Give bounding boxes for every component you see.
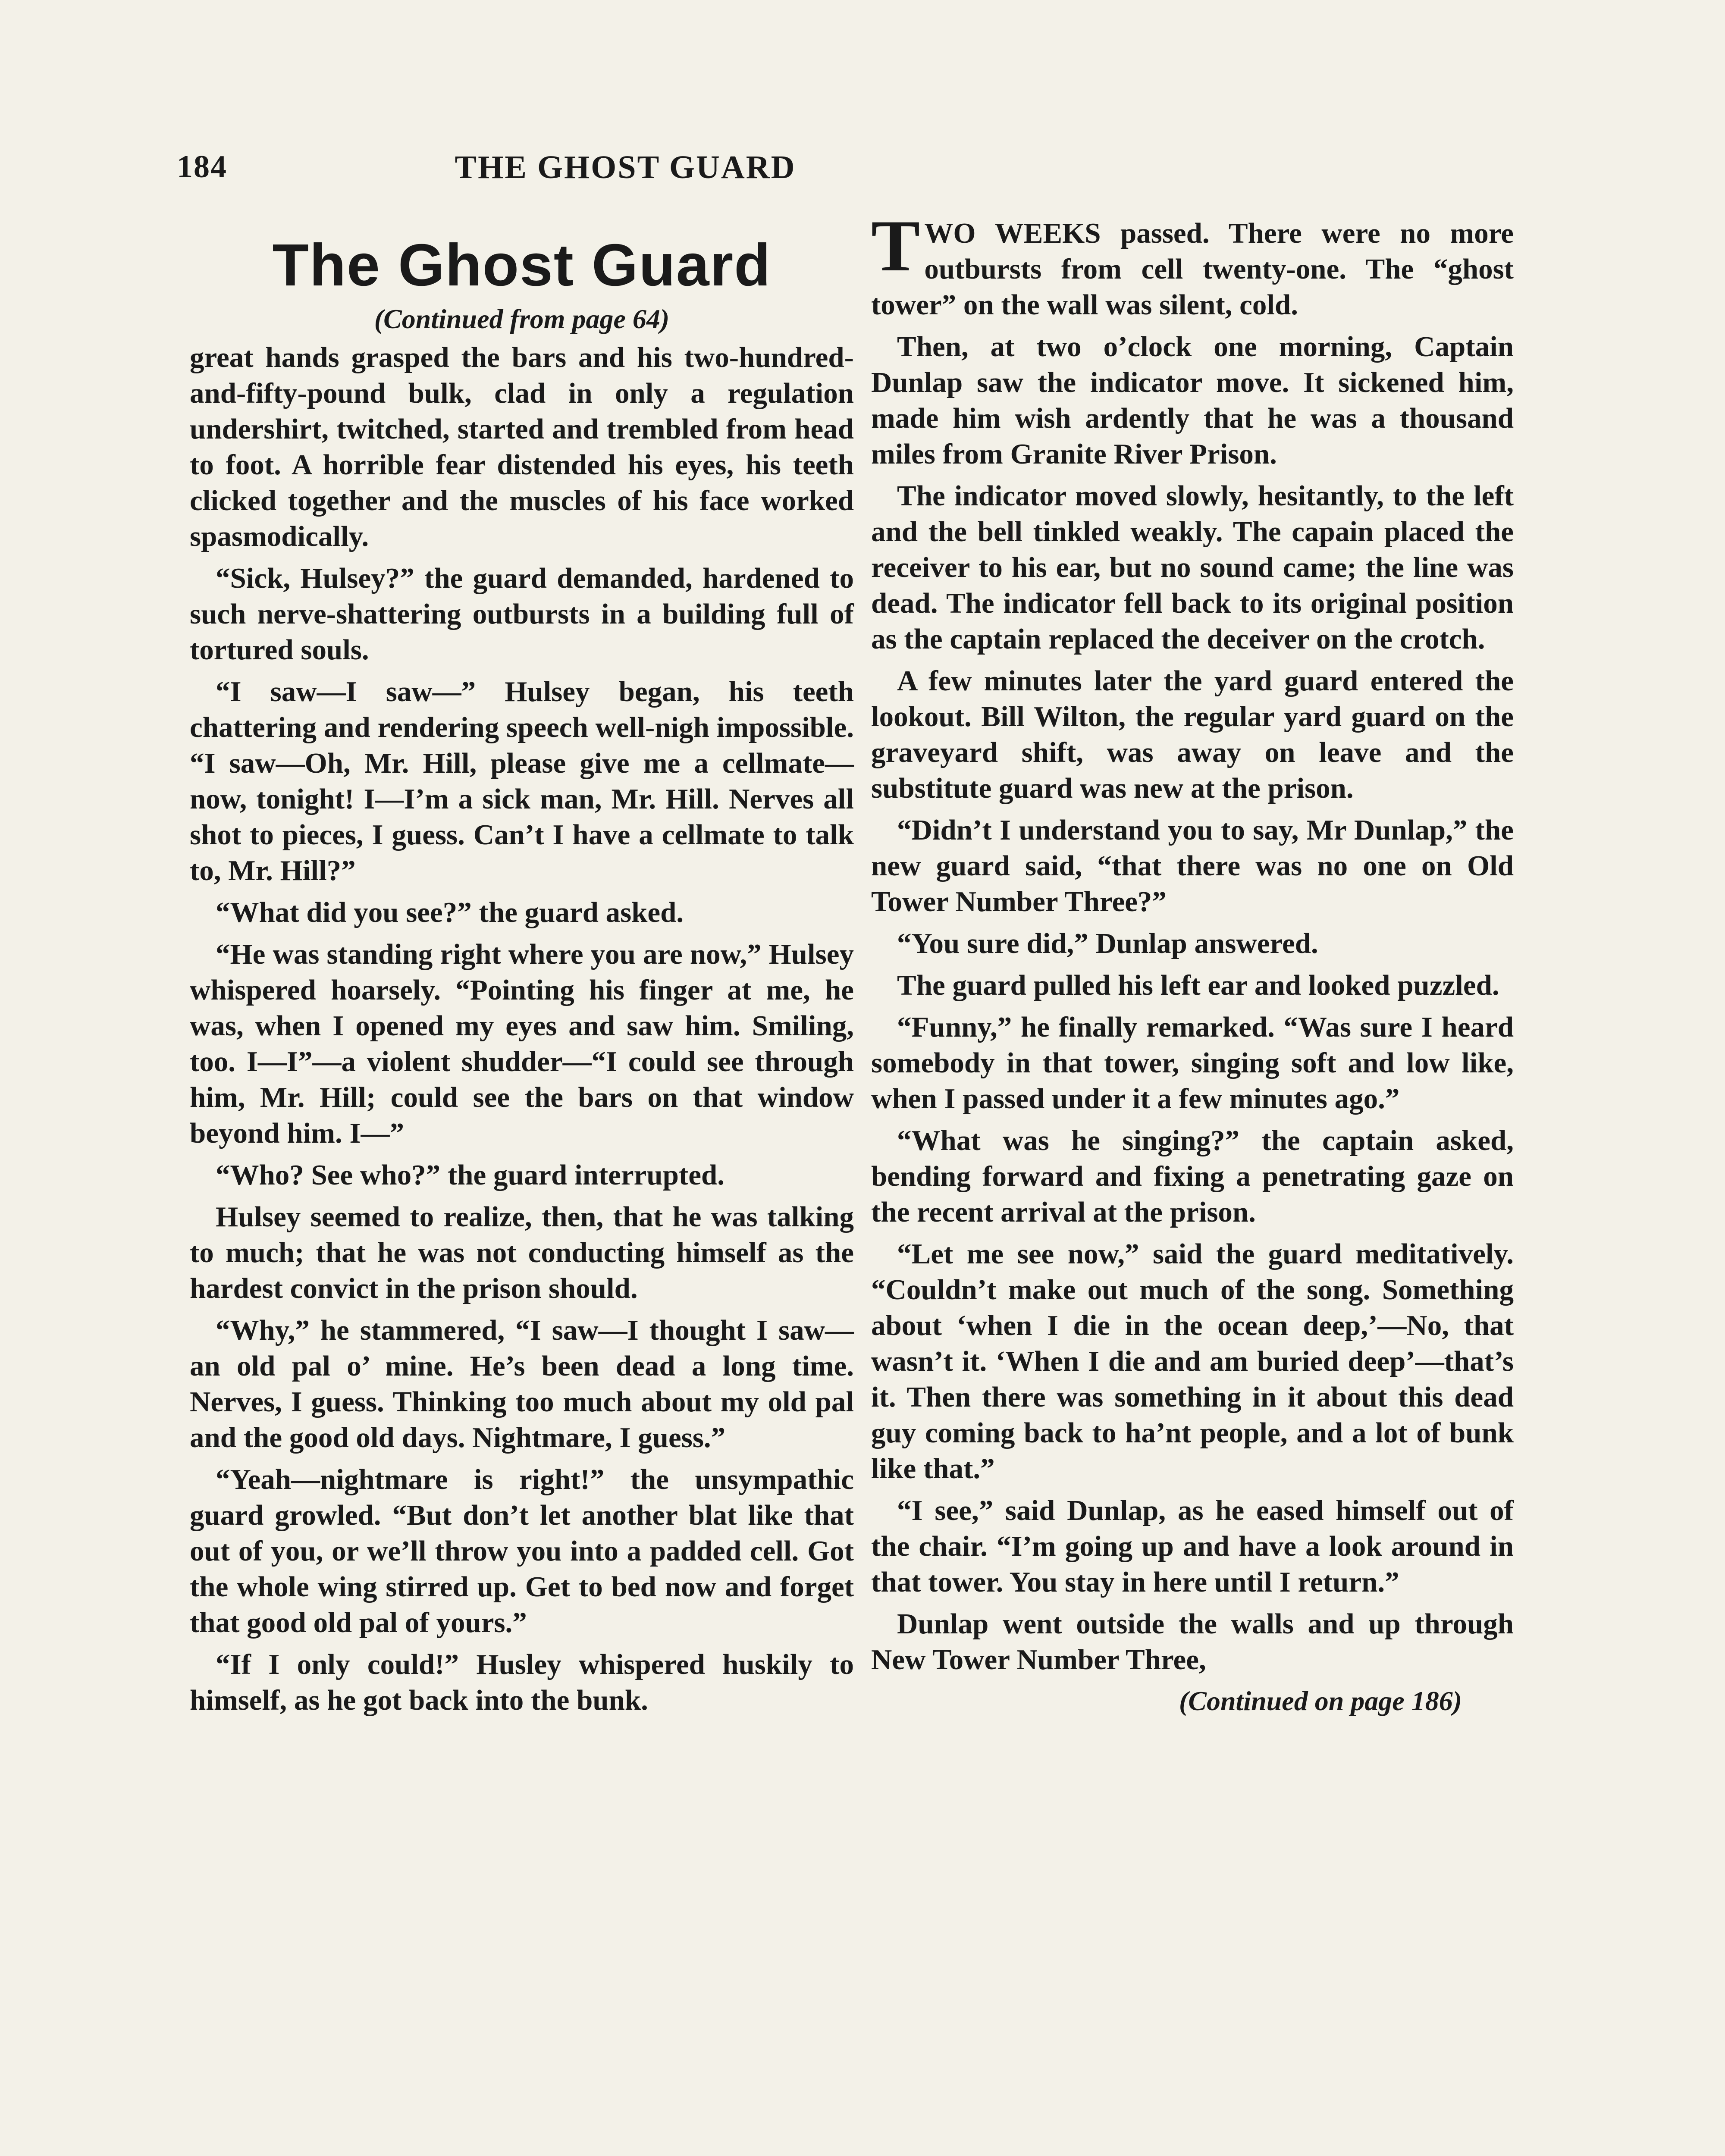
paragraph: “Yeah—nightmare is right!” the unsympathic guard growled. “But don’t let another blat like that out of you, or we’ll throw you into a padded cell. Got the whole wing stirred up. Get to bed now and forget that good old pal of yours.” [190,1463,854,1639]
paragraph: “Let me see now,” said the guard meditatively. “Couldn’t make out much of the song. Something about ‘when I die in the ocean deep,’—No, that wasn’t it. ‘When I die and am buried deep’—that’s it. Then there was something in it about this dead guy coming back to ha’nt people, and a lot of bunk like that.” [871,1238,1514,1485]
paragraph: “If I only could!” Husley whispered huskily to himself, as he got back into the bunk. [190,1648,854,1716]
story-title: The Ghost Guard [272,232,772,298]
page-header [177,149,1074,196]
paragraph: A few minutes later the yard guard entered the lookout. Bill Wilton, the regular yard guard on the graveyard shift, was away on leave and the substitute guard was new at the prison. [871,665,1514,804]
continued-on-note: (Continued on page 186) [1179,1686,1462,1716]
paragraph: “What was he singing?” the captain asked, bending forward and fixing a penetrating gaze on the recent arrival at the prison. [871,1125,1514,1228]
paragraph: “Why,” he stammered, “I saw—I thought I saw—an old pal o’ mine. He’s been dead a long time. Nerves, I guess. Thinking too much about my old pal and the good old days. Nightmare, I guess.” [190,1314,854,1454]
paragraph: Hulsey seemed to realize, then, that he was talking to much; that he was not conducting himself as the hardest convict in the prison should. [190,1201,854,1304]
continued-from-note: (Continued from page 64) [374,304,670,334]
right-column [871,205,1514,1718]
paragraph: “Sick, Hulsey?” the guard demanded, hardened to such nerve-shattering outbursts in a building full of tortured souls. [190,562,854,666]
paragraph: The guard pulled his left ear and looked puzzled. [897,969,1499,1001]
left-column [190,216,854,1724]
opening-paragraph [871,205,1514,323]
paragraph: “Funny,” he finally remarked. “Was sure I heard somebody in that tower, singing soft and low like, when I passed under it a few minutes ago.” [871,1011,1514,1115]
paragraph: “I saw—I saw—” Hulsey began, his teeth chattering and rendering speech well-nigh impossible. “I saw—Oh, Mr. Hill, please give me a cellmate—now, tonight! I—I’m a sick man, Mr. Hill. Nerves all shot to pieces, I guess. Can’t I have a cellmate to talk to, Mr. Hill?” [190,676,854,887]
opening-text: WO WEEKS passed. There were no more outbursts from cell twenty-one. The “ghost tower” on the wall was silent, cold. [871,217,1514,321]
paragraph: Then, at two o’clock one morning, Captain Dunlap saw the indicator move. It sickened him, made him wish ardently that he was a thousand miles from Granite River Prison. [871,331,1514,470]
paragraph: Dunlap went outside the walls and up through New Tower Number Three, [871,1608,1514,1676]
paragraph: “You sure did,” Dunlap answered. [897,928,1318,959]
paragraph: The indicator moved slowly, hesitantly, to the left and the bell tinkled weakly. The capain placed the receiver to his ear, but no sound came; the line was dead. The indicator fell back to its original position as the captain replaced the deceiver on the crotch. [871,480,1514,655]
paragraph: “Who? See who?” the guard interrupted. [216,1159,724,1191]
paragraph: “I see,” said Dunlap, as he eased himself out of the chair. “I’m going up and have a look around in that tower. You stay in here until I return.” [871,1495,1514,1598]
drop-cap: T [871,205,920,286]
paragraph: “He was standing right where you are now,” Hulsey whispered hoarsely. “Pointing his finger at me, he was, when I opened my eyes and saw him. Smiling, too. I—I”—a violent shudder—“I could see through him, Mr. Hill; could see the bars on that window beyond him. I—” [190,938,854,1149]
running-head: THE GHOST GUARD [455,149,796,185]
paragraph: great hands grasped the bars and his two-hundred-and-fifty-pound bulk, clad in only a regulation undershirt, twitched, started and trembled from head to foot. A horrible fear distended his eyes, his teeth clicked together and the muscles of his face worked spasmodically. [190,342,854,552]
paragraph: “What did you see?” the guard asked. [216,896,684,928]
page-number: 184 [177,149,227,185]
paragraph: “Didn’t I understand you to say, Mr Dunlap,” the new guard said, “that there was no one on Old Tower Number Three?” [871,814,1514,918]
